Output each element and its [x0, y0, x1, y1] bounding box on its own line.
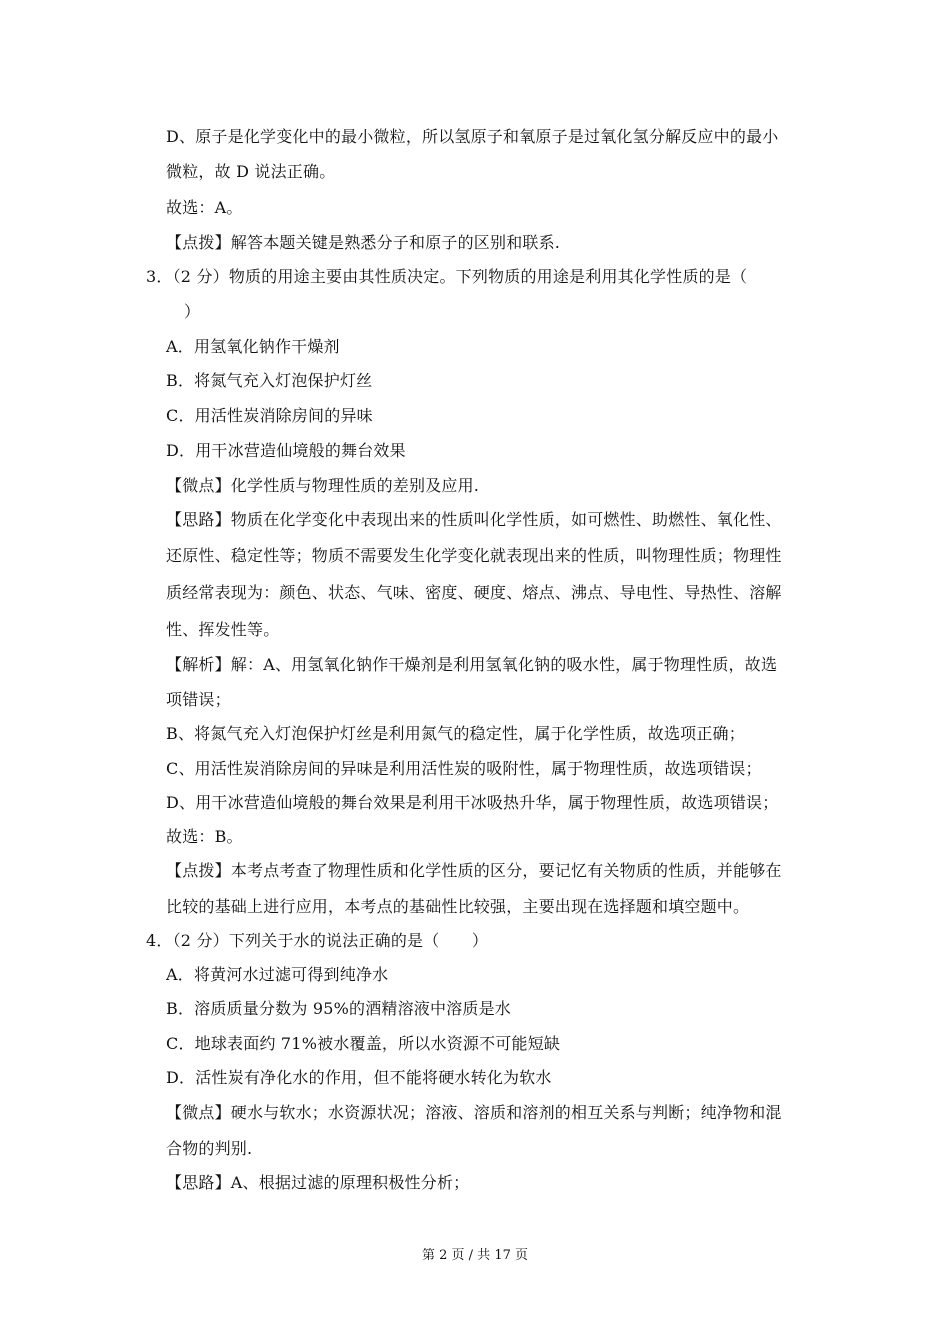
option-d: D．用干冰营造仙境般的舞台效果 [166, 441, 406, 460]
option-c: C．用活性炭消除房间的异味 [166, 406, 373, 425]
text-line: 【点拨】本考点考查了物理性质和化学性质的区分，要记忆有关物质的性质，并能够在 [166, 861, 782, 880]
option-a: A．用氢氧化钠作干燥剂 [166, 337, 340, 356]
question-4-stem: 4．（2 分）下列关于水的说法正确的是（ ） [146, 931, 489, 950]
text-line: 故选：B。 [166, 827, 243, 846]
text-line: D、原子是化学变化中的最小微粒，所以氢原子和氧原子是过氧化氢分解反应中的最小 [166, 127, 779, 146]
text-line: 【微点】硬水与软水；水资源状况；溶液、溶质和溶剂的相互关系与判断；纯净物和混 [166, 1103, 782, 1122]
text-line: 性、挥发性等。 [166, 620, 280, 639]
option-b: B．将氮气充入灯泡保护灯丝 [166, 371, 373, 390]
text-line: B、将氮气充入灯泡保护灯丝是利用氮气的稳定性，属于化学性质，故选项正确； [166, 724, 745, 743]
text-line: 【点拨】解答本题关键是熟悉分子和原子的区别和联系. [166, 233, 561, 252]
text-line: ） [184, 302, 201, 321]
text-line: 还原性、稳定性等；物质不需要发生化学变化就表现出来的性质，叫物理性质；物理性 [166, 546, 782, 565]
text-line: D、用干冰营造仙境般的舞台效果是利用干冰吸热升华，属于物理性质，故选项错误； [166, 793, 779, 812]
page-footer: 第 2 页 / 共 17 页 [422, 1248, 528, 1263]
option-b: B．溶质质量分数为 95%的酒精溶液中溶质是水 [166, 999, 512, 1018]
option-a: A．将黄河水过滤可得到纯净水 [166, 965, 389, 984]
text-line: 【思路】物质在化学变化中表现出来的性质叫化学性质，如可燃性、助燃性、氧化性、 [166, 510, 782, 529]
option-c: C．地球表面约 71%被水覆盖，所以水资源不可能短缺 [166, 1034, 561, 1053]
text-line: 【解析】解：A、用氢氧化钠作干燥剂是利用氢氧化钠的吸水性，属于物理性质，故选 [166, 655, 778, 674]
option-d: D．活性炭有净化水的作用，但不能将硬水转化为软水 [166, 1068, 552, 1087]
text-line: 质经常表现为：颜色、状态、气味、密度、硬度、熔点、沸点、导电性、导热性、溶解 [166, 583, 782, 602]
question-3-stem: 3．（2 分）物质的用途主要由其性质决定。下列物质的用途是利用其化学性质的是（ [146, 267, 748, 286]
text-line: 合物的判别. [166, 1139, 253, 1158]
text-line: C、用活性炭消除房间的异味是利用活性炭的吸附性，属于物理性质，故选项错误； [166, 759, 762, 778]
text-line: 【思路】A、根据过滤的原理积极性分析； [166, 1173, 470, 1192]
text-line: 【微点】化学性质与物理性质的差别及应用. [166, 476, 480, 495]
text-line: 比较的基础上进行应用，本考点的基础性比较强，主要出现在选择题和填空题中。 [166, 897, 750, 916]
text-line: 微粒，故 D 说法正确。 [166, 162, 336, 181]
text-line: 项错误； [166, 690, 231, 709]
text-line: 故选：A。 [166, 198, 243, 217]
